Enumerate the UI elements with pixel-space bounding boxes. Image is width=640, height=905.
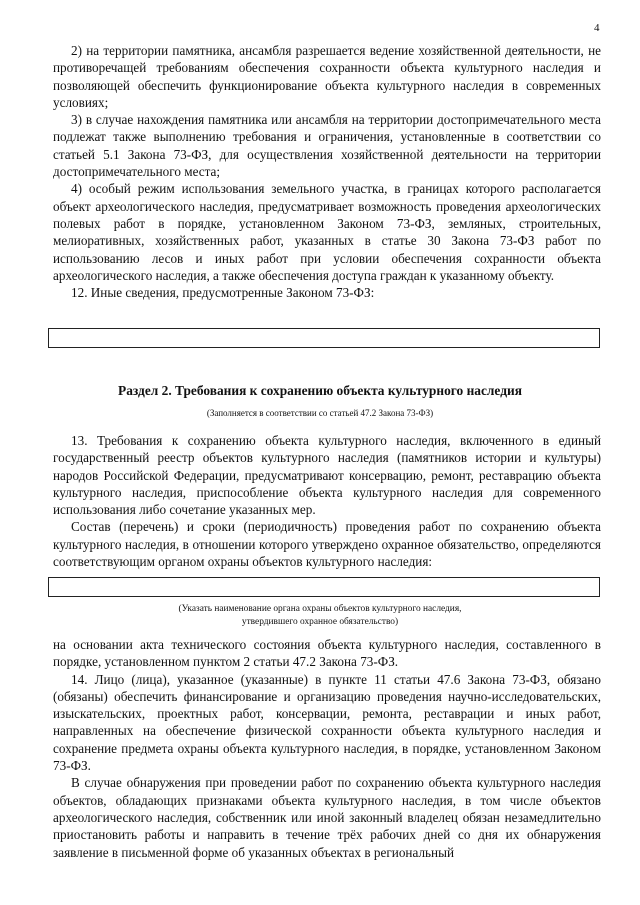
caption-line-2: утвердившего охранное обязательство): [241, 617, 399, 627]
clause-3: 3) в случае нахождения памятника или ансамбля на территории достопримечательного места подлежат также выполнению требования и ограничения, установленные в соответствии со статьей 5.1 Закона 73-ФЗ, для осуществления хозяйственной деятельности на территории достопримечательного места;: [53, 112, 601, 180]
other-info-field[interactable]: [48, 328, 600, 348]
clause-list-top: [53, 42, 601, 301]
clause-list-bottom: [53, 636, 601, 861]
section-2-title: Раздел 2. Требования к сохранению объекта культурного наследия: [118, 383, 522, 398]
clause-4: 4) особый режим использования земельного участка, в границах которого располагается объект археологического наследия, предусматривает возможность проведения археологических полевых работ в порядке, установленном Законом 73-ФЗ, земляных, строительных, мелиоративных, хозяйственных работ, указанных в статье 30 Закона 73-ФЗ работ по использованию лесов и иных работ при условии обеспечения сохранности объекта археологического наследия, а также обеспечения доступа граждан к указанному объекту.: [53, 181, 601, 283]
caption-line-1: (Указать наименование органа охраны объектов культурного наследия,: [178, 604, 462, 614]
works-composition-paragraph: Состав (перечень) и сроки (периодичность) проведения работ по сохранению объекта культурного наследия, в отношении которого утверждено охранное обязательство, определяются соответствующим органом охраны объектов культурного наследия:: [53, 519, 601, 570]
clause-14: 14. Лицо (лица), указанное (указанные) в пункте 11 статьи 47.6 Закона 73-ФЗ, обязано (обязаны) обеспечить финансирование и организацию проведения научно-исследовательских, изыскательских, проектных работ, консервации, ремонта, реставрации и иных работ, направленных на обеспечение физической сохранности объекта культурного наследия и сохранение предмета охраны объекта культурного наследия, в порядке, установленном Законом 73-ФЗ.: [53, 671, 601, 774]
section-2-note: (Заполняется в соответствии со статьей 47.2 Закона 73-ФЗ): [206, 408, 434, 418]
basis-paragraph: на основании акта технического состояния объекта культурного наследия, составленного в порядке, установленном пунктом 2 статьи 47.2 Закона 73-ФЗ.: [53, 637, 601, 670]
clause-list-middle: [53, 432, 601, 570]
clause-13: 13. Требования к сохранению объекта культурного наследия, включенного в единый государственный реестр объектов культурного наследия (памятников истории и культуры) народов Российской Федерации, предусматривают консервацию, ремонт, реставрацию объекта культурного наследия, приспособление объекта культурного наследия для современного использования либо сочетание указанных мер.: [53, 433, 601, 518]
authority-name-field[interactable]: [48, 577, 600, 597]
authority-field-caption: [0, 603, 640, 629]
page-number: 4: [594, 22, 600, 34]
clause-2: 2) на территории памятника, ансамбля разрешается ведение хозяйственной деятельности, не противоречащей требованиям обеспечения сохранности объекта культурного наследия и позволяющей обеспечить функционирование объекта культурного наследия в современных условиях;: [53, 43, 601, 110]
clause-12: 12. Иные сведения, предусмотренные Законом 73-ФЗ:: [71, 285, 375, 301]
discovery-paragraph: В случае обнаружения при проведении работ по сохранению объекта культурного наследия объектов, обладающих признаками объекта культурного наследия, в том числе объектов археологического наследия, собственник или иной законный владелец обязан незамедлительно приостановить работы и направить в течение трёх рабочих дней со дня их обнаружения заявление в письменной форме об указанных объектах в региональный: [53, 775, 601, 860]
